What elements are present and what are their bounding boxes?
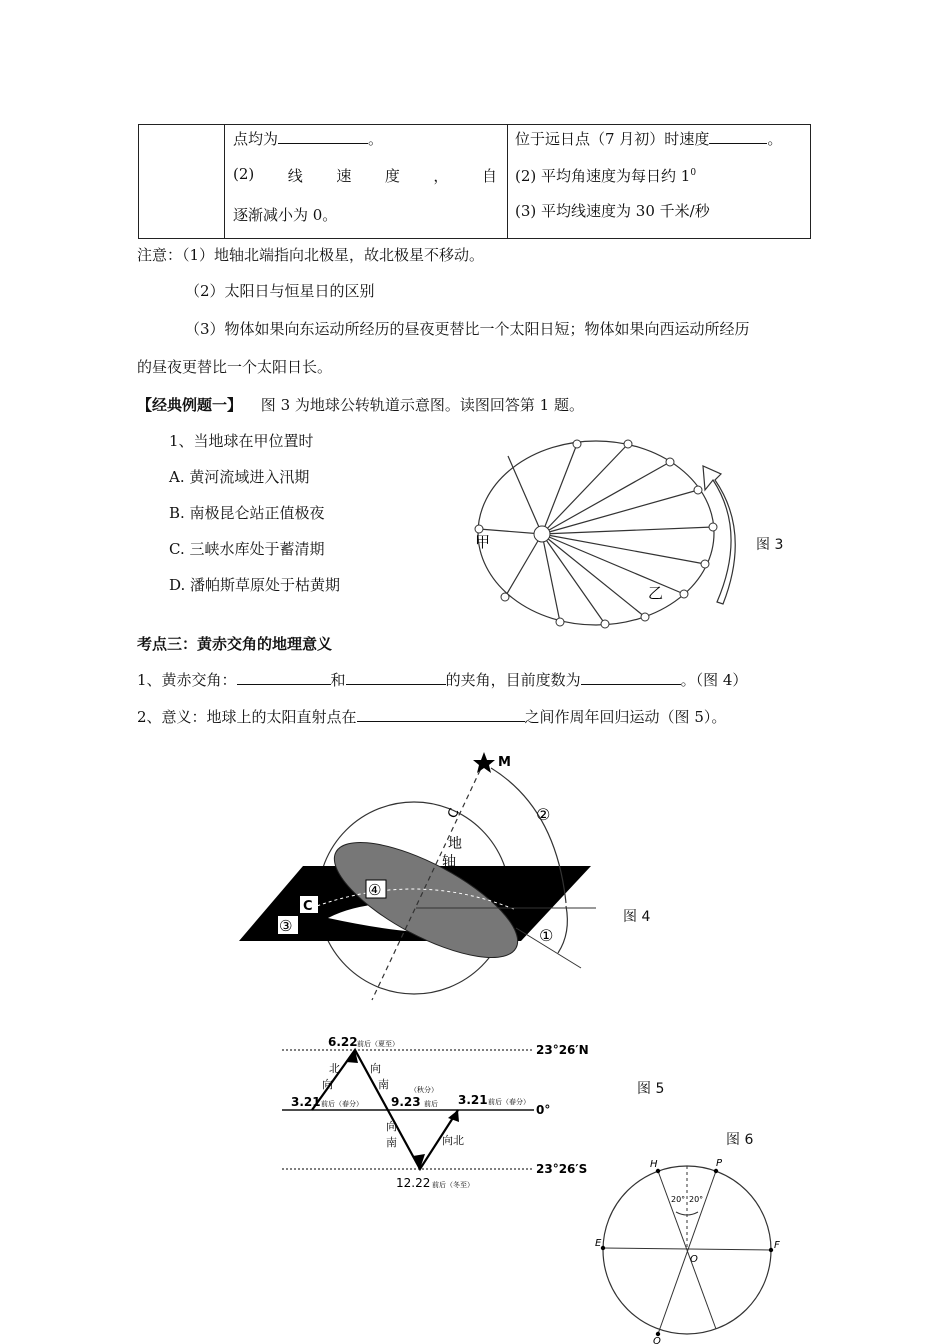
star-icon: [473, 752, 495, 773]
table-text: (3) 平均线速度为 30 千米/秒: [515, 202, 710, 220]
section-q1: [137, 669, 747, 690]
table-cell-text: [515, 128, 782, 149]
table-text: (2) 平均角速度为每日约 1: [515, 167, 691, 185]
label-m: M: [498, 755, 511, 770]
label-lat-s: 23°26′S: [536, 1162, 588, 1176]
option-a[interactable]: A. 黄河流域进入汛期: [169, 468, 310, 486]
table-cell-text: [233, 165, 497, 186]
fill-blank[interactable]: [581, 670, 681, 685]
example-desc: 图 3 为地球公转轨道示意图。读图回答第 1 题。: [260, 396, 584, 414]
q-text: 和: [330, 671, 346, 689]
fig3-caption: 图 3: [756, 537, 784, 553]
label-dir: 向北: [442, 1134, 464, 1147]
label-q: Q: [653, 1336, 661, 1344]
option-c[interactable]: C. 三峡水库处于蓄清期: [169, 540, 325, 558]
fig3-orbit-diagram: [465, 432, 755, 632]
rotation-arrow-icon: [703, 466, 735, 604]
table-text: 。: [767, 130, 783, 148]
table-divider: [224, 125, 225, 238]
angle-label: 20°: [689, 1195, 704, 1204]
q-text: 之间作周年回归运动（图 5）。: [524, 708, 727, 726]
table-cell-text: [515, 165, 696, 186]
fill-blank[interactable]: [357, 707, 525, 722]
fig4-obliquity-diagram: [236, 748, 606, 1003]
table-text: 位于远日点（7 月初）时速度: [515, 130, 710, 148]
fig4-caption: 图 4: [623, 909, 651, 925]
date-note: 前后（夏至）: [357, 1040, 399, 1048]
label-dir: 向: [322, 1078, 333, 1091]
fill-blank[interactable]: [346, 670, 446, 685]
fig5-solar-migration: [282, 1032, 589, 1192]
table-text: 逐渐减小为 0。: [233, 206, 338, 224]
label-lat-n: 23°26′N: [536, 1043, 589, 1057]
superscript: 0: [690, 168, 697, 178]
label-3: ③: [279, 917, 293, 935]
label-c: C: [303, 899, 313, 914]
label-dir: 南: [378, 1078, 389, 1091]
label-1: ①: [539, 926, 554, 945]
date-note: 前后（冬至）: [432, 1181, 474, 1189]
fig6-caption: 图 6: [726, 1132, 754, 1148]
fill-blank[interactable]: [278, 129, 368, 144]
option-b[interactable]: B. 南极昆仑站正值极夜: [169, 504, 325, 522]
example-title: 【经典例题一】: [137, 396, 243, 414]
label-p: P: [716, 1158, 723, 1169]
label-f: F: [774, 1240, 780, 1251]
note-line: 的昼夜更替比一个太阳日长。: [137, 358, 333, 376]
section-q2: [137, 706, 726, 727]
q-text: 。（图 4）: [680, 671, 748, 689]
label-o: O: [690, 1254, 698, 1265]
fig6-circle-diagram: [592, 1154, 792, 1344]
note-line: （3）物体如果向东运动所经历的昼夜更替比一个太阳日短；物体如果向西运动所经历: [185, 320, 750, 338]
label-e: E: [595, 1238, 602, 1249]
label-dir: 北: [329, 1062, 340, 1075]
label-rot-c: C: [445, 806, 463, 821]
label-axis: 轴: [442, 854, 456, 870]
fill-blank[interactable]: [237, 670, 331, 685]
note-line: （2）太阳日与恒星日的区别: [185, 282, 375, 300]
table-word: (2): [233, 165, 255, 183]
label-yi: 乙: [648, 584, 664, 602]
label-4: ④: [368, 881, 382, 899]
table-word: 自: [481, 167, 497, 185]
q-text: 2、意义：地球上的太阳直射点在: [137, 708, 357, 726]
table-divider: [507, 125, 508, 238]
option-d[interactable]: D. 潘帕斯草原处于枯黄期: [169, 576, 341, 594]
label-lat-0: 0°: [536, 1103, 551, 1117]
date-923: 9.23: [391, 1095, 421, 1109]
question-text: 1、当地球在甲位置时: [169, 432, 314, 450]
label-2: ②: [536, 805, 551, 824]
q-text: 的夹角，目前度数为: [445, 671, 581, 689]
date-1222: 12.22: [396, 1176, 431, 1190]
note-line: 注意：（1）地轴北端指向北极星，故北极星不移动。: [137, 246, 485, 264]
table-text: 点均为: [233, 130, 279, 148]
label-h: H: [650, 1159, 658, 1170]
date-note: 前后（春分）: [321, 1100, 363, 1108]
date-note: （秋分）: [410, 1086, 438, 1094]
table-word: 线: [287, 167, 303, 185]
date-note: 前后（春分）: [488, 1098, 530, 1106]
section-title: 考点三：黄赤交角的地理意义: [137, 635, 333, 653]
label-dir: 向: [370, 1062, 381, 1075]
fill-blank[interactable]: [709, 129, 767, 144]
date-321: 3.21: [291, 1095, 321, 1109]
table-word: 速: [336, 167, 352, 185]
sun-icon: [534, 526, 550, 542]
label-axis: 地: [448, 836, 462, 852]
arrow-icon: [448, 1110, 459, 1122]
q-text: 1、黄赤交角：: [137, 671, 237, 689]
date-321b: 3.21: [458, 1093, 488, 1107]
label-dir: 南: [386, 1136, 397, 1149]
table-cell-text: [233, 128, 383, 149]
table-word: 度: [384, 167, 400, 185]
date-note: 前后: [424, 1100, 438, 1108]
date-622: 6.22: [328, 1035, 358, 1049]
fig5-caption: 图 5: [637, 1081, 665, 1097]
example-heading: [137, 394, 584, 415]
label-dir: 向: [386, 1120, 397, 1133]
angle-arc-1: [558, 906, 567, 953]
table-word: ，: [433, 167, 449, 185]
angle-label: 20°: [671, 1195, 686, 1204]
label-jia: 甲: [475, 533, 491, 551]
table-text: 。: [368, 130, 384, 148]
